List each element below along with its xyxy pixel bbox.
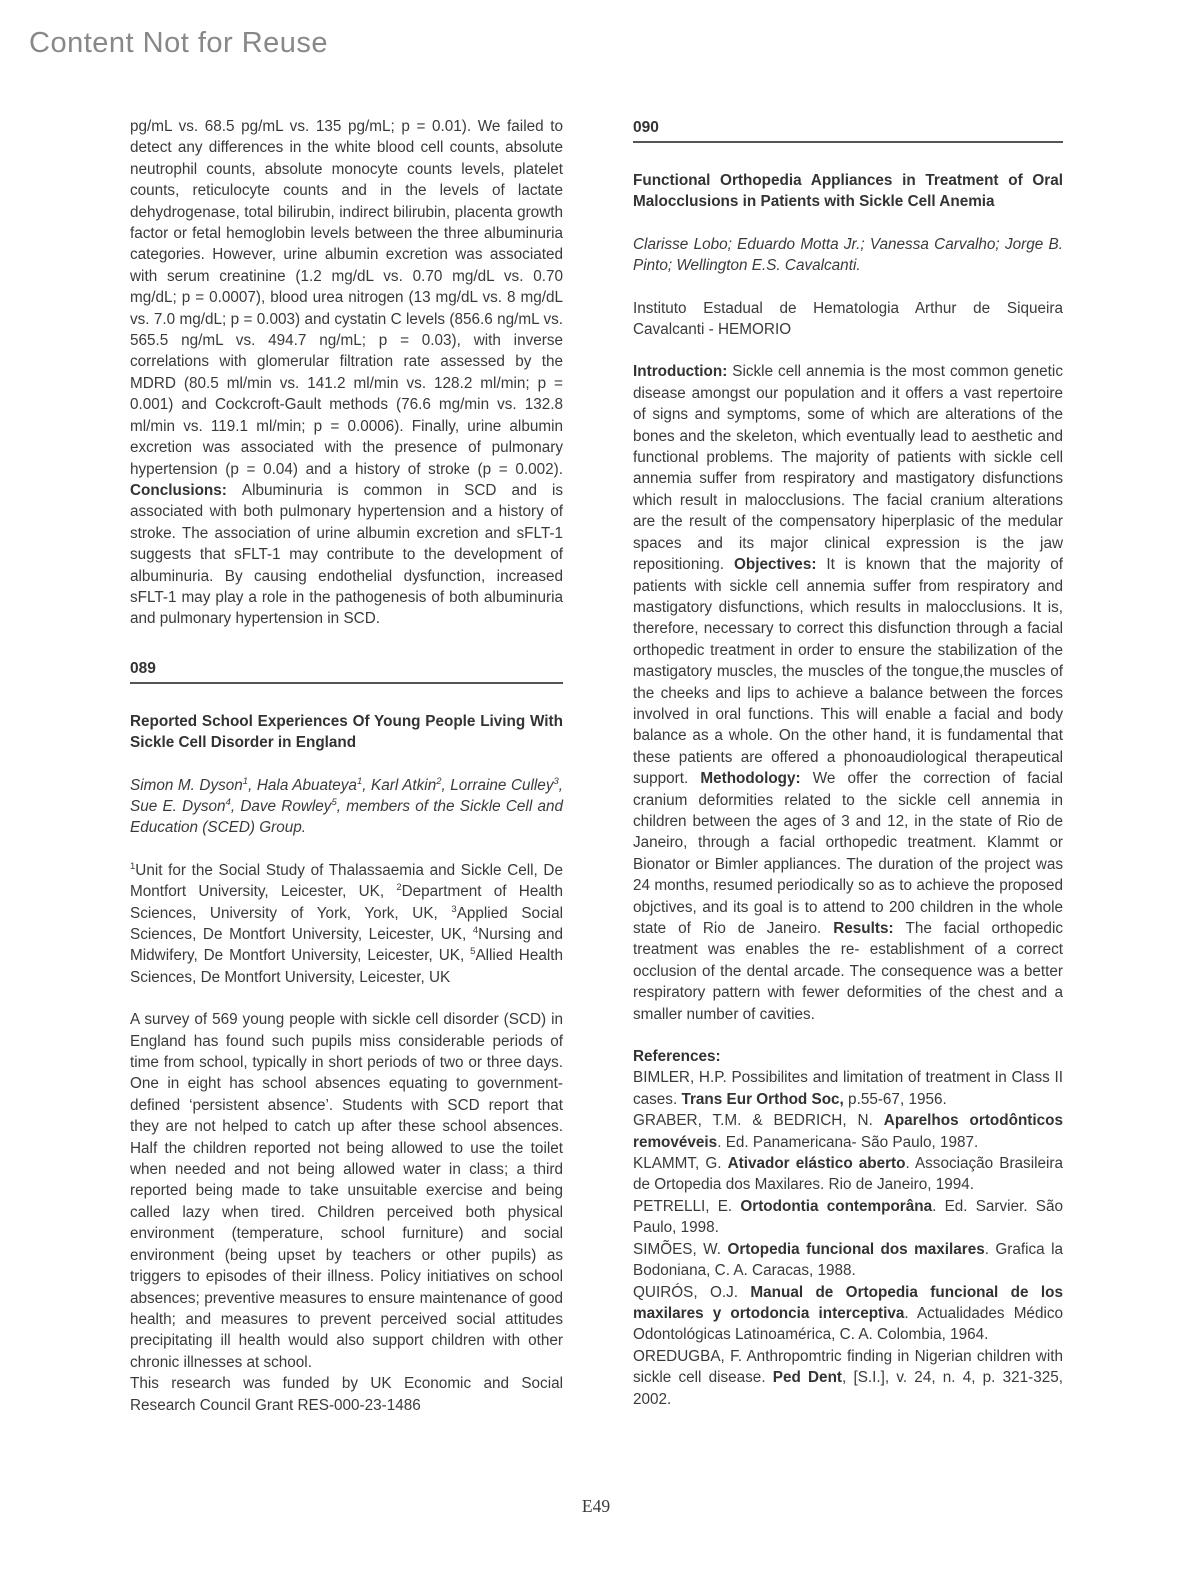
text-segment: QUIRÓS, O.J.: [633, 1283, 751, 1301]
reference-item: [633, 1282, 1063, 1346]
text-segment: GRABER, T.M. & BEDRICH, N.: [633, 1112, 884, 1130]
text-segment: The facial orthopedic treatment was enables the re- establishment of a correct occlusion of the dental arcade. The consequence was a better respiratory pattern with fewer deformities of the chest and a smaller number of cavities.: [633, 920, 1063, 1023]
text-segment: Unit for the Social Study of Thalassaemia and Sickle Cell, De Montfort University, Leicester, UK,: [130, 861, 563, 901]
text-segment: Ped Dent: [772, 1369, 843, 1387]
text-segment: Methodology:: [700, 770, 813, 788]
text-segment: Simon M. Dyson: [130, 776, 243, 794]
two-column-layout: [130, 116, 1063, 1416]
abstract-089-affiliations: [130, 860, 563, 988]
right-column: [633, 116, 1063, 1416]
reference-item: [633, 1153, 1063, 1196]
text-segment: . Grafica la Bodoniana, C. A. Caracas, 1988.: [633, 1240, 1063, 1280]
text-segment: 3: [553, 775, 559, 787]
text-segment: 1: [242, 775, 249, 787]
abstract-090-body: [633, 361, 1063, 1025]
text-segment: pg/mL vs. 68.5 pg/mL vs. 135 pg/mL; p = 0.01). We failed to detect any differences in the white blood cell counts, absolute neutrophil counts, absolute monocyte counts levels, platelet counts, reticulocyte counts and in the levels of lactate dehydrogenase, total bilirubin, indirect bilirubin, placenta growth factor or fetal hemoglobin levels between the three albuminuria categories. However, urine albumin excretion was associated with serum creatinine (1.2 mg/dL vs. 0.70 mg/dL vs. 0.70 mg/dL; p = 0.0007), blood urea nitrogen (13 mg/dL vs. 8 mg/dL vs. 7.0 mg/dL; p = 0.003) and cystatin C levels (856.6 ng/mL vs. 565.5 ng/mL vs. 494.7 ng/mL; p = 0.03), with inverse correlations with glomerular filtration rate assessed by the MDRD (80.5 ml/min vs. 141.2 ml/min vs. 128.2 ml/min; p = 0.001) and Cockcroft-Gault methods (76.6 mg/min vs. 132.8 ml/min vs. 119.1 ml/min; p = 0.0006). Finally, urine albumin excretion was associated with the presence of pulmonary hypertension (p = 0.04) and a history of stroke (p = 0.002).: [130, 118, 563, 478]
text-segment: BIMLER, H.P. Possibilites and limitation of treatment in Class II cases.: [633, 1069, 1063, 1108]
text-segment: 4: [225, 796, 231, 808]
text-segment: We offer the correction of facial cranium deformities related to the sickle cell annemia in children between the ages of 3 and 12, in the state of Rio de Janeiro, through a facial orthopedic treatment. Klammt or Bionator or Bimler appliances. The duration of the project was 24 months, resumed periodically so as to achieve the proposed objctives, and its goal is to attend to 200 children in the whole state of Rio de Janeiro.: [633, 770, 1063, 937]
text-segment: p.55-67, 1956.: [843, 1090, 947, 1108]
text-segment: Albuminuria is common in SCD and is associated with both pulmonary hypertension and a history of stroke. The association of urine albumin excretion and sFLT-1 suggests that sFLT-1 may contribute to the development of albuminuria. By causing endothelial dysfunction, increased sFLT-1 may play a role in the pathogenesis of both albuminuria and pulmonary hypertension in SCD.: [130, 481, 564, 628]
text-segment: Introduction:: [633, 363, 733, 381]
text-segment: 2: [436, 775, 442, 787]
abstract-090-number: 090: [633, 119, 1063, 143]
reference-item: [633, 1346, 1063, 1410]
abstract-090-title: Functional Orthopedia Appliances in Treatment of Oral Malocclusions in Patients with Sickle Cell Anemia: [633, 172, 1063, 211]
text-segment: OREDUGBA, F. Anthropomtric finding in Nigerian children with sickle cell disease.: [633, 1347, 1063, 1387]
left-column: [130, 116, 563, 1416]
abstract-089-body: A survey of 569 young people with sickle cell disorder (SCD) in England has found such pupils miss considerable periods of time from school, typically in short periods of two or three days. One in eight has school absences equating to government-defined ‘persistent absence’. Students with SCD report that they are not helped to catch up after these school absences. Half the children reported not being allowed to use the toilet when needed and not being allowed water in class; a third reported being made to take unsuitable exercise and being called lazy when tired. Children perceived both physical environment (temperature, school furniture) and social environment (being upset by teachers or other pupils) as triggers to episodes of their illness. Policy initiatives on school absences; preventive measures to ensure maintenance of good health; and measures to prevent perceived social attitudes precipitating ill health would also support children with other chronic illnesses at school.: [130, 1011, 563, 1371]
text-segment: Allied Health Sciences, De Montfort University, Leicester, UK: [130, 947, 563, 986]
abstract-089-authors: [130, 775, 563, 839]
text-segment: . Ed. Sarvier. São Paulo, 1998.: [633, 1197, 1063, 1237]
text-segment: 1: [130, 860, 136, 872]
text-segment: PETRELLI, E.: [633, 1197, 741, 1215]
text-segment: , Hala Abuateya: [248, 776, 357, 794]
text-segment: , Dave Rowley: [230, 797, 332, 815]
text-segment: It is known that the majority of patients with sickle cell annemia suffer from respiratory and mastigatory disfunctions, which results in malocclusions. It is, therefore, necessary to correct this disfunction through a facial orthopedic treatment in order to ensure the stabilization of the mastigatory muscles, the muscles of the tongue,the muscles of the cheeks and lips to achieve a balance between the forces involved in oral functions. This will enable a facial and body balance as a whole. On the other hand, it is fundamental that these patients are offered a phonoaudiological therapeutical support.: [633, 556, 1063, 788]
text-segment: , Sue E. Dyson: [130, 776, 563, 815]
abstract-089-title: Reported School Experiences Of Young People Living With Sickle Cell Disorder in England: [130, 712, 563, 752]
reference-item: [633, 1110, 1063, 1153]
text-segment: 4: [472, 924, 479, 936]
text-segment: , Karl Atkin: [362, 776, 437, 794]
text-segment: Applied Social Sciences, De Montfort University, Leicester, UK,: [130, 904, 563, 943]
references-heading: References:: [633, 1048, 721, 1066]
text-segment: , Lorraine Culley: [441, 776, 554, 794]
text-segment: 2: [396, 882, 402, 894]
text-segment: Nursing and Midwifery, De Montfort University, Leicester, UK,: [130, 926, 563, 965]
reference-item: [633, 1067, 1063, 1110]
text-segment: Trans Eur Orthod Soc,: [681, 1090, 844, 1108]
text-segment: KLAMMT, G.: [633, 1155, 728, 1173]
page-number: E49: [581, 1496, 611, 1516]
text-segment: Objectives:: [733, 556, 827, 574]
text-segment: Conclusions:: [130, 481, 242, 499]
text-segment: Results:: [833, 920, 906, 937]
references-list: [633, 1067, 1063, 1410]
text-segment: Sickle cell annemia is the most common genetic disease amongst our population and it offers a vast repertoire of signs and symptoms, some of which are alterations of the bones and the skeleton, which eventually lead to aesthetic and functional problems. The majority of patients with sickle cell annemia suffer from respiratory and mastigatory disfunctions which result in malocclusions. The facial cranium alterations are the result of the compensatory hiperplasic of the medular spaces and its major clinical expression is the jaw repositioning.: [633, 363, 1063, 574]
text-segment: Department of Health Sciences, University of York, York, UK,: [130, 883, 563, 922]
text-segment: , members of the Sickle Cell and Education (SCED) Group.: [130, 797, 563, 837]
watermark-text: Content Not for Reuse: [29, 27, 329, 59]
text-segment: . Ed. Panamericana- São Paulo, 1987.: [717, 1133, 979, 1151]
text-segment: Ativador elástico aberto: [727, 1155, 906, 1173]
text-segment: 5: [331, 796, 337, 808]
abstract-089-number: 089: [130, 660, 563, 684]
text-segment: Aparelhos ortodônticos removéveis: [633, 1112, 1063, 1151]
text-segment: , [S.I.], v. 24, n. 4, p. 321-325, 2002.: [633, 1369, 1064, 1408]
abstract-089-funding-note: This research was funded by UK Economic and Social Research Council Grant RES-000-23-1486: [130, 1375, 563, 1414]
text-segment: 3: [451, 903, 457, 915]
text-segment: . Actualidades Médico Odontológicas Latinoamérica, C. A. Colombia, 1964.: [633, 1304, 1064, 1344]
abstract-088-continuation-paragraph: [130, 116, 563, 630]
abstract-090-authors: Clarisse Lobo; Eduardo Motta Jr.; Vanessa Carvalho; Jorge B. Pinto; Wellington E.S. Cavalcanti.: [633, 235, 1063, 275]
text-segment: 1: [356, 775, 363, 787]
text-segment: Manual de Ortopedia funcional de los maxilares y ortodoncia interceptiva: [633, 1283, 1063, 1322]
text-segment: Ortopedia funcional dos maxilares: [727, 1240, 985, 1258]
text-segment: 5: [470, 946, 476, 958]
reference-item: [633, 1239, 1063, 1282]
text-segment: Ortodontia contemporâna: [740, 1197, 933, 1215]
text-segment: SIMÕES, W.: [633, 1240, 728, 1258]
reference-item: [633, 1196, 1063, 1239]
abstract-090-affiliation: Instituto Estadual de Hematologia Arthur de Siqueira Cavalcanti - HEMORIO: [633, 299, 1063, 339]
text-segment: . Associação Brasileira de Ortopedia dos Maxilares. Rio de Janeiro, 1994.: [633, 1155, 1064, 1194]
